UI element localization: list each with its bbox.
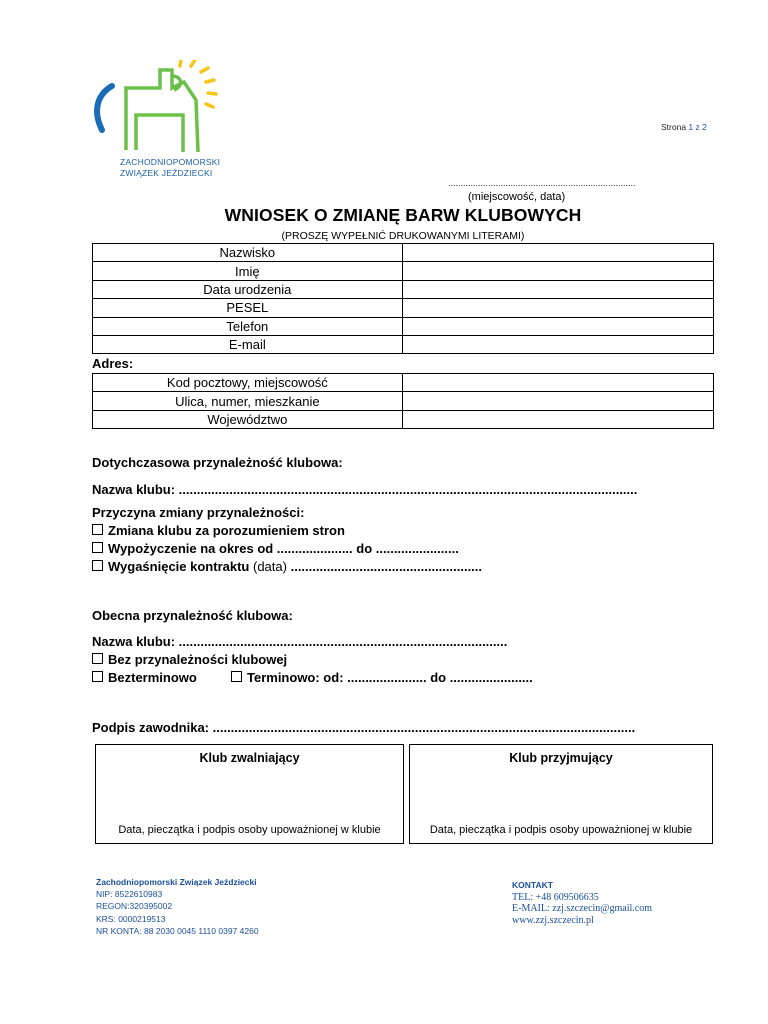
box-caption: Data, pieczątka i podpis osoby upoważnionej w klubie xyxy=(429,824,693,836)
page-title: WNIOSEK O ZMIANĘ BARW KLUBOWYCH xyxy=(224,205,582,225)
birthdate-field[interactable] xyxy=(402,280,713,298)
table-row xyxy=(93,280,714,298)
prev-club-heading: Dotychczasowa przynależność klubowa: xyxy=(92,455,343,470)
athlete-signature-field[interactable]: Podpis zawodnika: ..................................................................................................................... xyxy=(92,720,636,735)
firstname-field[interactable] xyxy=(402,262,713,280)
current-club-name-field[interactable]: Nazwa klubu: ........................................................................................... xyxy=(92,634,508,649)
no-club-option[interactable]: Bez przynależności klubowej xyxy=(92,652,287,667)
prev-club-name-field[interactable]: Nazwa klubu: ............................................................................................................................... xyxy=(92,482,638,497)
place-date-label: (miejscowość, data) xyxy=(468,191,566,203)
footer-contact: KONTAKT TEL: +48 609506635 E-MAIL: zzj.szczecin@gmail.com www.zzj.szczecin.pl xyxy=(512,880,652,926)
table-row xyxy=(93,392,714,410)
releasing-club-box[interactable] xyxy=(95,744,404,844)
box-title: Klub przyjmujący xyxy=(509,751,613,765)
contact-website: www.zzj.szczecin.pl xyxy=(512,914,594,926)
voivodeship-field[interactable] xyxy=(402,410,713,428)
current-club-heading: Obecna przynależność klubowa: xyxy=(92,608,293,623)
field-label: E-mail xyxy=(93,335,403,353)
table-row xyxy=(93,335,714,353)
phone-field[interactable] xyxy=(402,317,713,335)
postal-city-field[interactable] xyxy=(402,374,713,392)
street-field[interactable] xyxy=(402,392,713,410)
checkbox[interactable] xyxy=(92,524,103,535)
table-row xyxy=(93,374,714,392)
logo-text: ZACHODNIOPOMORSKI ZWIĄZEK JEŹDZIECKI xyxy=(120,157,221,178)
box-title: Klub zwalniający xyxy=(199,751,300,765)
personal-data-table xyxy=(92,243,714,354)
email-field[interactable] xyxy=(402,335,713,353)
field-label: Telefon xyxy=(93,317,403,335)
field-label: Ulica, numer, mieszkanie xyxy=(93,392,403,410)
table-row xyxy=(93,244,714,262)
page-subtitle: (PROSZĘ WYPEŁNIĆ DRUKOWANYMI LITERAMI) xyxy=(281,230,525,242)
indefinite-option[interactable]: Bezterminowo xyxy=(92,670,197,685)
checkbox[interactable] xyxy=(92,653,103,664)
table-row xyxy=(93,317,714,335)
footer-organization: Zachodniopomorski Związek Jeździecki NIP: 8522610983 REGON:320395002 KRS: 0000219513 NR KONTA: 88 2030 0045 1110 0397 4260 xyxy=(96,877,259,936)
address-table xyxy=(92,373,714,429)
page-number: Strona 1 z 2 xyxy=(661,122,707,132)
field-label: PESEL xyxy=(93,299,403,317)
lastname-field[interactable] xyxy=(402,244,713,262)
table-row xyxy=(93,410,714,428)
field-label: Województwo xyxy=(93,410,403,428)
box-caption: Data, pieczątka i podpis osoby upoważnionej w klubie xyxy=(118,824,381,836)
field-label: Nazwisko xyxy=(93,244,403,262)
logo-horse xyxy=(126,70,198,152)
checkbox[interactable] xyxy=(92,671,103,682)
checkbox[interactable] xyxy=(92,542,103,553)
reason-option-agreement[interactable]: Zmiana klubu za porozumieniem stron xyxy=(92,523,345,538)
field-label: Kod pocztowy, miejscowość xyxy=(93,374,403,392)
fixed-term-option[interactable]: Terminowo: od: ...................... do ....................... xyxy=(231,670,533,685)
reason-option-loan[interactable]: Wypożyczenie na okres od ..................... do ....................... xyxy=(92,541,459,556)
pesel-field[interactable] xyxy=(402,299,713,317)
place-date-line: ........................................................................... xyxy=(448,178,636,188)
reason-option-contract-expiry[interactable]: Wygaśnięcie kontraktu (data) ..................................................... xyxy=(92,559,482,574)
field-label: Imię xyxy=(93,262,403,280)
reason-heading: Przyczyna zmiany przynależności: xyxy=(92,505,305,520)
field-label: Data urodzenia xyxy=(93,280,403,298)
receiving-club-box[interactable] xyxy=(409,744,713,844)
contact-email: E-MAIL: zzj.szczecin@gmail.com xyxy=(512,903,652,914)
checkbox[interactable] xyxy=(231,671,242,682)
checkbox[interactable] xyxy=(92,560,103,571)
table-row xyxy=(93,299,714,317)
table-row xyxy=(93,262,714,280)
address-heading: Adres: xyxy=(92,356,134,371)
logo-blue-arc xyxy=(97,86,112,130)
